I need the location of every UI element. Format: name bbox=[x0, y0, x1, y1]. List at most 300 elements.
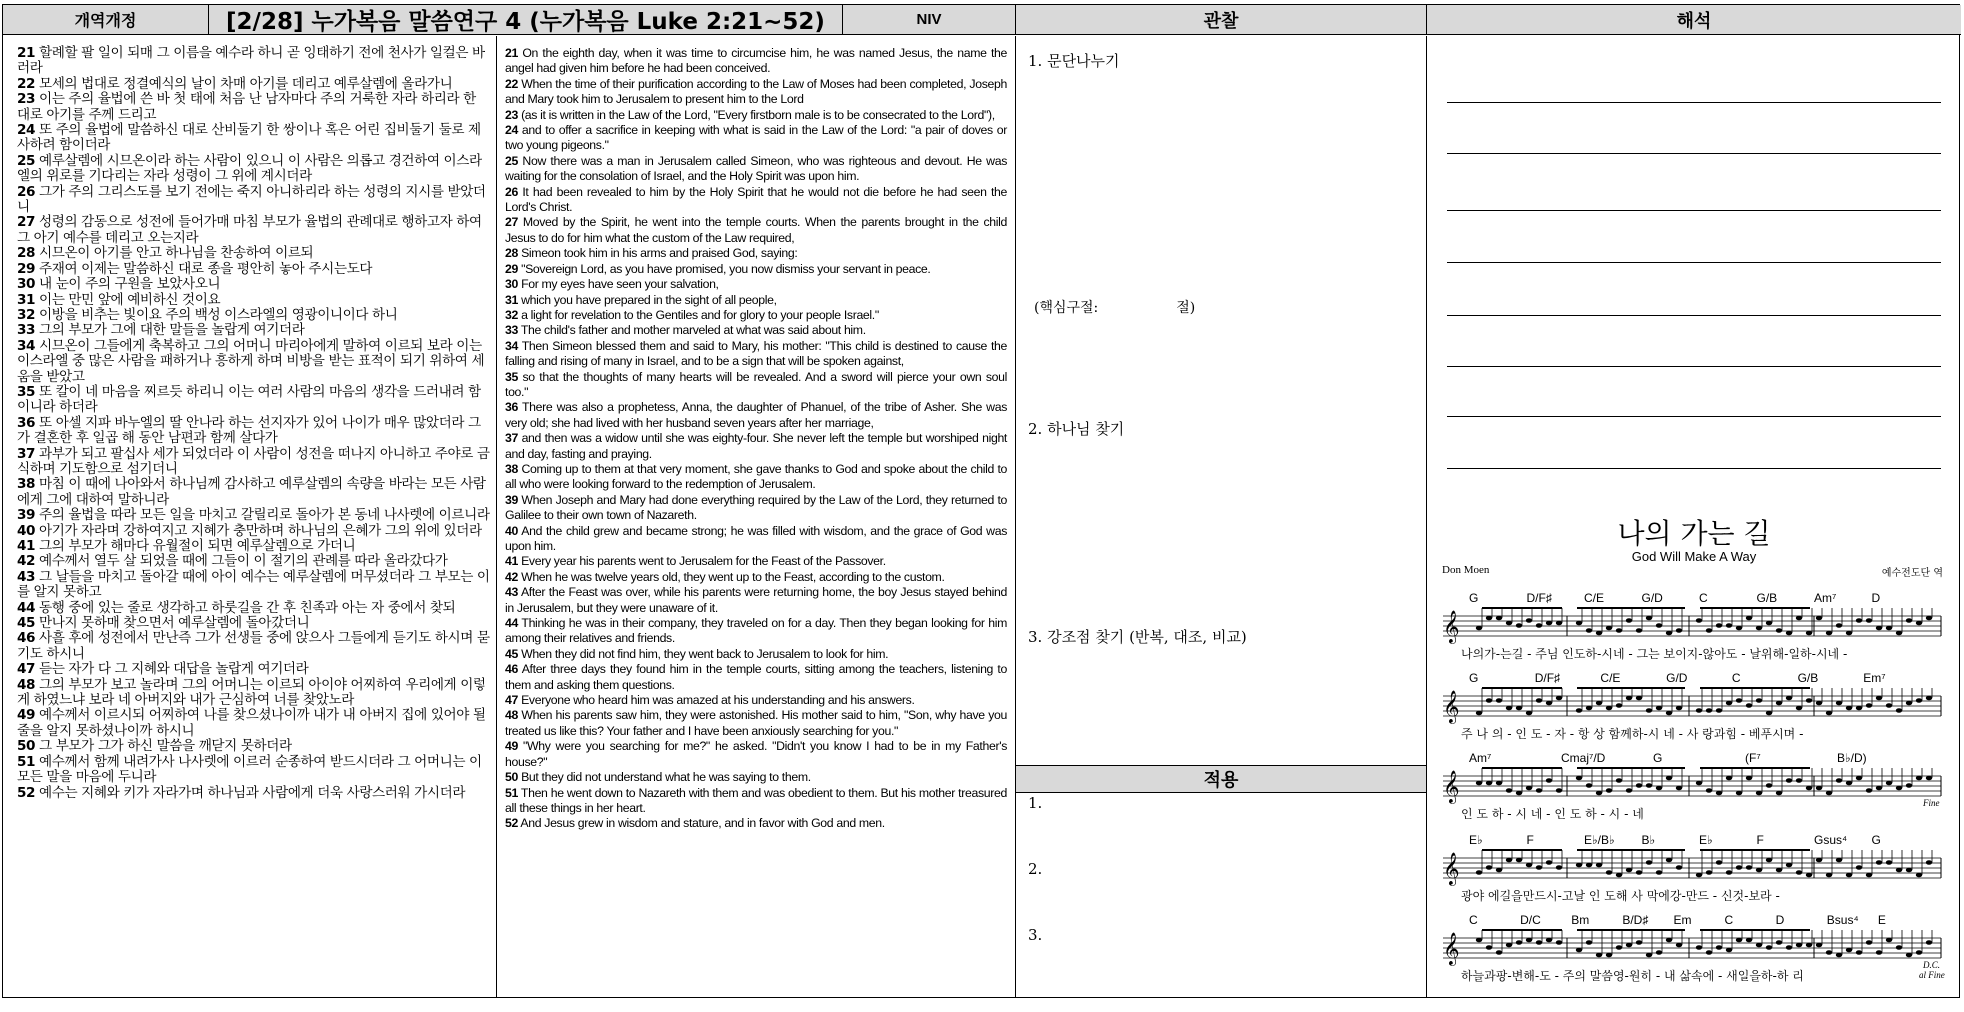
verse-number: 40 bbox=[17, 522, 36, 539]
verse-text: 그의 부모가 보고 놀라며 그의 어머니는 이르되 아이야 어찌하여 우리에게 이렇게 하였느냐 보라 네 아버지와 내가 근심하여 너를 찾았노라 bbox=[17, 676, 486, 709]
chord-symbol: E bbox=[1877, 913, 1886, 927]
note-head bbox=[1596, 791, 1602, 796]
english-verse bbox=[505, 708, 1007, 739]
english-verse bbox=[505, 662, 1007, 693]
note-head bbox=[1796, 870, 1802, 875]
note-head bbox=[1876, 626, 1882, 631]
note-head bbox=[1716, 860, 1722, 865]
note-head bbox=[1896, 945, 1902, 950]
verse-number: 38 bbox=[17, 476, 36, 493]
note-head bbox=[1546, 860, 1552, 865]
note-head bbox=[1526, 786, 1532, 791]
verse-text: 이는 주의 율법에 쓴 바 첫 태에 처음 난 남자마다 주의 거룩한 자라 하리라 한 대로 아기를 주께 드리고 bbox=[17, 91, 476, 123]
note-head bbox=[1506, 621, 1512, 626]
note-head bbox=[1756, 868, 1762, 873]
note-head bbox=[1556, 865, 1562, 870]
verse-number: 44 bbox=[17, 599, 36, 616]
note-head bbox=[1676, 628, 1682, 633]
verse-number: 47 bbox=[17, 661, 36, 678]
note-head bbox=[1906, 868, 1912, 873]
treble-clef-icon: 𝄞 bbox=[1443, 610, 1460, 643]
note-head bbox=[1906, 618, 1912, 623]
observation-header: 관찰 bbox=[1016, 5, 1427, 35]
observation-item-2: 2. 하나님 찾기 bbox=[1028, 420, 1125, 438]
verse-text: 사흘 후에 성전에서 만난즉 그가 선생들 중에 앉으사 그들에게 듣기도 하시며 묻기도 하시니 bbox=[17, 630, 490, 662]
note-head bbox=[1656, 786, 1662, 791]
korean-verse bbox=[17, 570, 490, 601]
english-verse bbox=[505, 308, 1007, 323]
note-head bbox=[1626, 868, 1632, 873]
note-head bbox=[1846, 873, 1852, 878]
english-verse bbox=[505, 647, 1007, 662]
note-head bbox=[1706, 870, 1712, 875]
note-head bbox=[1546, 778, 1552, 783]
note-head bbox=[1516, 706, 1522, 711]
lyric-line: 하늘과팡-변해-도 - 주의 말씀영-원히 - 내 삶속에 - 새일을하-하 리 bbox=[1461, 969, 1804, 983]
note-head bbox=[1646, 953, 1652, 958]
note-head bbox=[1806, 873, 1812, 878]
verse-number: 33 bbox=[17, 322, 36, 339]
writing-line[interactable] bbox=[1447, 366, 1941, 367]
verse-number: 25 bbox=[505, 153, 518, 168]
key-verse-field[interactable] bbox=[1034, 297, 1195, 317]
verse-number: 25 bbox=[17, 152, 36, 169]
note-head bbox=[1766, 621, 1772, 626]
note-head bbox=[1786, 863, 1792, 868]
note-head bbox=[1906, 701, 1912, 706]
note-head bbox=[1666, 938, 1672, 943]
note-head bbox=[1726, 701, 1732, 706]
note-head bbox=[1696, 945, 1702, 950]
note-head bbox=[1576, 776, 1582, 781]
korean-verse bbox=[17, 524, 490, 539]
note-head bbox=[1836, 953, 1842, 958]
note-head bbox=[1666, 776, 1672, 781]
chord-symbol: C/E bbox=[1600, 671, 1621, 685]
writing-line[interactable] bbox=[1447, 416, 1941, 417]
chord-symbol: Cmaj⁷/D bbox=[1561, 751, 1606, 765]
writing-line[interactable] bbox=[1447, 102, 1941, 103]
verse-text: 예수께서 열두 살 되었을 때에 그들이 이 절기의 관례를 따라 올라갔다가 bbox=[39, 553, 448, 570]
chord-symbol: G bbox=[1653, 751, 1663, 765]
chord-symbol: Am⁷ bbox=[1814, 591, 1837, 605]
application-item-3[interactable]: 3. bbox=[1028, 926, 1043, 944]
english-verse bbox=[505, 339, 1007, 370]
note-head bbox=[1806, 786, 1812, 791]
fine-mark: Fine bbox=[1923, 798, 1940, 808]
korean-verse bbox=[17, 154, 490, 185]
note-head bbox=[1646, 616, 1652, 621]
note-head bbox=[1506, 943, 1512, 948]
verse-number: 33 bbox=[505, 323, 518, 338]
note-head bbox=[1576, 708, 1582, 713]
observation-item-3: 3. 강조점 찾기 (반복, 대조, 비교) bbox=[1028, 628, 1247, 646]
verse-text: The child's father and mother marveled at what was said about him. bbox=[520, 323, 866, 338]
note-head bbox=[1906, 783, 1912, 788]
verse-text: a light for revelation to the Gentiles and for glory to your people Israel." bbox=[521, 307, 879, 322]
korean-verse bbox=[17, 554, 490, 569]
note-head bbox=[1736, 626, 1742, 631]
verse-text: 모세의 법대로 정결예식의 날이 차매 아기를 데리고 예루살렘에 올라가니 bbox=[39, 75, 453, 92]
verse-number: 40 bbox=[505, 523, 518, 538]
verse-text: 이는 만민 앞에 예비하신 것이요 bbox=[39, 291, 221, 308]
verse-text: But they did not understand what he was saying to them. bbox=[521, 770, 811, 785]
verse-number: 26 bbox=[505, 184, 518, 199]
note-head bbox=[1756, 791, 1762, 796]
verse-number: 38 bbox=[505, 461, 518, 476]
korean-verse bbox=[17, 277, 490, 292]
verse-number: 52 bbox=[17, 784, 36, 801]
verse-number: 39 bbox=[505, 492, 518, 507]
note-head bbox=[1556, 788, 1562, 793]
note-head bbox=[1746, 938, 1752, 943]
note-head bbox=[1916, 698, 1922, 703]
note-head bbox=[1506, 788, 1512, 793]
treble-clef-icon: 𝄞 bbox=[1443, 770, 1460, 803]
note-head bbox=[1546, 938, 1552, 943]
verse-text: 예루살렘에 시므온이라 하는 사람이 있으니 이 사람은 의롭고 경건하여 이스라엘의 위로를 기다리는 자라 성령이 그 위에 계시더라 bbox=[17, 152, 482, 185]
verse-text: 그의 부모가 해마다 유월절이 되면 예루살렘으로 가더니 bbox=[39, 538, 356, 554]
verse-number: 52 bbox=[505, 816, 518, 831]
verse-number: 43 bbox=[17, 568, 36, 585]
note-head bbox=[1646, 708, 1652, 713]
chord-symbol: D/F♯ bbox=[1534, 671, 1561, 685]
note-head bbox=[1536, 865, 1542, 870]
verse-text: 마침 이 때에 나아와서 하나님께 감사하고 예루살렘의 속량을 바라는 모든 사람에게 그에 대하여 말하니라 bbox=[17, 476, 486, 508]
note-head bbox=[1536, 788, 1542, 793]
note-head bbox=[1726, 870, 1732, 875]
chord-symbol: E♭ bbox=[1699, 833, 1713, 847]
verse-number: 49 bbox=[505, 739, 518, 754]
treble-clef-icon: 𝄞 bbox=[1443, 852, 1460, 885]
chord-symbol: B♭/D) bbox=[1837, 751, 1867, 765]
note-head bbox=[1796, 616, 1802, 621]
note-head bbox=[1846, 631, 1852, 636]
verse-number: 26 bbox=[17, 183, 36, 200]
note-head bbox=[1826, 950, 1832, 955]
verse-number: 27 bbox=[505, 215, 518, 230]
note-head bbox=[1886, 703, 1892, 708]
korean-verse bbox=[17, 755, 490, 786]
verse-number: 51 bbox=[505, 785, 518, 800]
writing-line[interactable] bbox=[1447, 468, 1941, 469]
chord-symbol: F bbox=[1756, 833, 1764, 847]
song-title: 나의 가는 길 bbox=[1617, 517, 1771, 550]
note-head bbox=[1896, 631, 1902, 636]
korean-verse bbox=[17, 631, 490, 662]
english-verse bbox=[505, 262, 1007, 277]
note-head bbox=[1916, 950, 1922, 955]
korean-verse bbox=[17, 123, 490, 154]
note-head bbox=[1476, 781, 1482, 786]
note-head bbox=[1506, 858, 1512, 863]
note-head bbox=[1676, 706, 1682, 711]
english-verse bbox=[505, 154, 1007, 185]
verse-text: For my eyes have seen your salvation, bbox=[521, 277, 719, 292]
application-item-1[interactable]: 1. bbox=[1028, 794, 1043, 812]
note-head bbox=[1626, 943, 1632, 948]
english-verse bbox=[505, 585, 1007, 616]
note-head bbox=[1656, 706, 1662, 711]
english-verse bbox=[505, 185, 1007, 216]
chord-symbol: B♭ bbox=[1641, 833, 1656, 847]
note-head bbox=[1716, 708, 1722, 713]
observation-column bbox=[1016, 36, 1427, 997]
chord-symbol: C bbox=[1724, 913, 1734, 927]
verse-text: Moved by the Spirit, he went into the temple courts. When the parents brought in the child Jesus to do for him what the custom of the Law required, bbox=[505, 215, 1007, 245]
note-head bbox=[1816, 786, 1822, 791]
note-head bbox=[1596, 953, 1602, 958]
note-head bbox=[1866, 873, 1872, 878]
note-head bbox=[1816, 701, 1822, 706]
verse-text: 주재여 이제는 말씀하신 대로 종을 평안히 놓아 주시는도다 bbox=[39, 260, 373, 277]
verse-text: 동행 중에 있는 줄로 생각하고 하룻길을 간 후 친족과 아는 자 중에서 찾되 bbox=[39, 599, 456, 616]
interpretation-header: 해석 bbox=[1427, 5, 1961, 35]
note-head bbox=[1646, 860, 1652, 865]
chord-symbol: Bsus⁴ bbox=[1826, 913, 1859, 927]
note-head bbox=[1576, 863, 1582, 868]
english-verse bbox=[505, 693, 1007, 708]
verse-text: When his parents saw him, they were astonished. His mother said to him, "Son, why have you treated us like this? Your father and I have been anxiously searching for you." bbox=[505, 708, 1007, 738]
note-head bbox=[1606, 788, 1612, 793]
verse-number: 47 bbox=[505, 693, 518, 708]
application-item-2[interactable]: 2. bbox=[1028, 860, 1043, 878]
note-head bbox=[1616, 628, 1622, 633]
note-head bbox=[1916, 776, 1922, 781]
korean-verse bbox=[17, 508, 490, 523]
note-head bbox=[1606, 953, 1612, 958]
note-head bbox=[1866, 618, 1872, 623]
note-head bbox=[1706, 950, 1712, 955]
writing-line[interactable] bbox=[1447, 153, 1941, 154]
verse-text: and to offer a sacrifice in keeping with what is said in the Law of the Lord: "a pair of doves or two young pigeons." bbox=[505, 123, 1007, 153]
verse-number: 24 bbox=[505, 123, 518, 138]
verse-number: 24 bbox=[17, 122, 36, 139]
english-verse bbox=[505, 816, 1007, 831]
verse-text: "Sovereign Lord, as you have promised, you now dismiss your servant in peace. bbox=[521, 261, 931, 276]
writing-line[interactable] bbox=[1447, 315, 1941, 316]
note-head bbox=[1516, 940, 1522, 945]
note-head bbox=[1476, 870, 1482, 875]
verse-number: 30 bbox=[505, 277, 518, 292]
note-head bbox=[1916, 621, 1922, 626]
verse-text: 주의 율법을 따라 모든 일을 마치고 갈릴리로 돌아가 본 동네 나사렛에 이르니라 bbox=[39, 507, 490, 524]
verse-text: It had been revealed to him by the Holy Spirit that he would not die before he had seen the Lord's Christ. bbox=[505, 184, 1007, 215]
lyric-line: 나의가-는길 - 주님 인도하-시네 - 그는 보이지-않아도 - 날위해-일하-시네 - bbox=[1461, 647, 1848, 661]
note-head bbox=[1496, 781, 1502, 786]
verse-number: 29 bbox=[505, 261, 518, 276]
note-head bbox=[1736, 865, 1742, 870]
writing-line[interactable] bbox=[1447, 210, 1941, 211]
verse-text: 시므온이 아기를 안고 하나님을 찬송하여 이르되 bbox=[39, 245, 314, 262]
chord-symbol: G bbox=[1469, 591, 1479, 605]
note-head bbox=[1596, 863, 1602, 868]
note-head bbox=[1486, 865, 1492, 870]
verse-text: 예수께서 함께 내려가사 나사렛에 이르러 순종하여 받드시더라 그 어머니는 이 모든 말을 마음에 두니라 bbox=[17, 753, 482, 786]
note-head bbox=[1586, 628, 1592, 633]
note-head bbox=[1616, 703, 1622, 708]
note-head bbox=[1926, 616, 1932, 621]
note-head bbox=[1636, 940, 1642, 945]
note-head bbox=[1736, 938, 1742, 943]
note-head bbox=[1846, 948, 1852, 953]
verse-number: 41 bbox=[505, 554, 518, 569]
english-verse bbox=[505, 462, 1007, 493]
verse-text: 내 눈이 주의 구원을 보았사오니 bbox=[39, 276, 221, 293]
note-head bbox=[1556, 696, 1562, 701]
note-head bbox=[1716, 945, 1722, 950]
note-head bbox=[1796, 943, 1802, 948]
note-head bbox=[1746, 865, 1752, 870]
chord-symbol: E♭/B♭ bbox=[1584, 833, 1615, 847]
english-verse bbox=[505, 431, 1007, 462]
note-head bbox=[1896, 868, 1902, 873]
korean-verse bbox=[17, 246, 490, 261]
note-head bbox=[1666, 858, 1672, 863]
note-head bbox=[1746, 703, 1752, 708]
note-head bbox=[1556, 940, 1562, 945]
english-verse bbox=[505, 46, 1007, 77]
note-head bbox=[1476, 626, 1482, 631]
note-head bbox=[1876, 860, 1882, 865]
verse-number: 32 bbox=[17, 306, 36, 323]
verse-number: 37 bbox=[17, 445, 36, 462]
note-head bbox=[1856, 950, 1862, 955]
note-head bbox=[1626, 788, 1632, 793]
verse-text: 또 아셀 지파 바누엘의 딸 안나라 하는 선지자가 있어 나이가 매우 많았더라 그가 결혼한 후 일곱 해 동안 남편과 함께 살다가 bbox=[17, 414, 481, 447]
chord-symbol: F bbox=[1526, 833, 1534, 847]
note-head bbox=[1886, 860, 1892, 865]
writing-line[interactable] bbox=[1447, 262, 1941, 263]
note-head bbox=[1776, 868, 1782, 873]
note-head bbox=[1756, 626, 1762, 631]
english-verse bbox=[505, 123, 1007, 154]
note-head bbox=[1486, 781, 1492, 786]
chord-symbol: E♭ bbox=[1469, 833, 1483, 847]
chord-symbol: D bbox=[1871, 591, 1881, 605]
korean-verse bbox=[17, 678, 490, 709]
verse-number: 45 bbox=[505, 646, 518, 661]
note-head bbox=[1856, 706, 1862, 711]
verse-text: 듣는 자가 다 그 지혜와 대답을 놀랍게 여기더라 bbox=[39, 661, 309, 678]
verse-number: 21 bbox=[17, 45, 36, 61]
note-head bbox=[1886, 781, 1892, 786]
korean-verse bbox=[17, 92, 490, 123]
note-head bbox=[1706, 708, 1712, 713]
chord-symbol: D/C bbox=[1520, 913, 1541, 927]
korean-verse bbox=[17, 786, 490, 801]
verse-text: 그가 주의 그리스도를 보기 전에는 죽지 아니하리라 하는 성령의 지시를 받았더니 bbox=[17, 183, 486, 216]
chord-symbol: D bbox=[1775, 913, 1785, 927]
verse-number: 31 bbox=[17, 291, 36, 308]
note-head bbox=[1526, 618, 1532, 623]
korean-verse bbox=[17, 416, 490, 447]
treble-clef-icon: 𝄞 bbox=[1443, 690, 1460, 723]
note-head bbox=[1876, 696, 1882, 701]
song-subtitle: God Will Make A Way bbox=[1631, 549, 1757, 564]
note-head bbox=[1666, 711, 1672, 716]
note-head bbox=[1726, 623, 1732, 628]
note-head bbox=[1786, 945, 1792, 950]
note-head bbox=[1536, 623, 1542, 628]
note-head bbox=[1836, 858, 1842, 863]
note-head bbox=[1836, 778, 1842, 783]
verse-number: 29 bbox=[17, 260, 36, 277]
verse-number: 51 bbox=[17, 753, 36, 770]
verse-text: 할례할 팔 일이 되매 그 이름을 예수라 하니 곧 잉태하기 전에 천사가 일컬은 바러라 bbox=[17, 45, 485, 77]
verse-number: 42 bbox=[505, 569, 518, 584]
note-head bbox=[1816, 616, 1822, 621]
note-head bbox=[1926, 940, 1932, 945]
verse-text: 예수께서 이르시되 어찌하여 나를 찾으셨나이까 내가 내 아버지 집에 있어야 될 줄을 알지 못하셨나이까 하시니 bbox=[17, 707, 486, 739]
note-head bbox=[1916, 873, 1922, 878]
verse-text: 또 칼이 네 마음을 찌르듯 하리니 이는 여러 사람의 마음의 생각을 드러내려 함이니라 하더라 bbox=[17, 383, 481, 416]
note-head bbox=[1626, 618, 1632, 623]
note-head bbox=[1526, 711, 1532, 716]
note-head bbox=[1676, 786, 1682, 791]
note-head bbox=[1816, 943, 1822, 948]
niv-header: NIV bbox=[843, 5, 1016, 35]
english-verse bbox=[505, 293, 1007, 308]
korean-verse bbox=[17, 46, 490, 77]
verse-text: Now there was a man in Jerusalem called Simeon, who was righteous and devout. He was waiting for the consolation of Israel, and the Holy Spirit was upon him. bbox=[505, 153, 1007, 184]
korean-verse bbox=[17, 739, 490, 754]
note-head bbox=[1496, 616, 1502, 621]
note-head bbox=[1736, 698, 1742, 703]
note-head bbox=[1656, 870, 1662, 875]
english-verse bbox=[505, 786, 1007, 817]
verse-text: 또 주의 율법에 말씀하신 대로 산비둘기 한 쌍이나 혹은 어린 집비둘기 둘로 제사하려 함이더라 bbox=[17, 122, 481, 154]
verse-text: When Joseph and Mary had done everything required by the Law of the Lord, they returned to Galilee to their own town of Nazareth. bbox=[505, 492, 1007, 523]
verse-number: 45 bbox=[17, 615, 36, 632]
note-head bbox=[1846, 706, 1852, 711]
note-head bbox=[1806, 943, 1812, 948]
verse-text: 시므온이 그들에게 축복하고 그의 어머니 마리아에게 말하여 이르되 보라 이는 이스라엘 중 많은 사람을 패하거나 흥하게 하며 비방을 받는 표적이 되기 위하여 세움을 받았고 bbox=[17, 337, 485, 385]
korean-verse bbox=[17, 262, 490, 277]
chord-symbol: C/E bbox=[1584, 591, 1605, 605]
english-verse bbox=[505, 370, 1007, 401]
note-head bbox=[1526, 863, 1532, 868]
korean-text-column bbox=[3, 36, 497, 997]
verse-number: 30 bbox=[17, 276, 36, 293]
verse-number: 23 bbox=[17, 91, 36, 108]
korean-verse bbox=[17, 185, 490, 216]
note-head bbox=[1766, 858, 1772, 863]
study-sheet bbox=[2, 4, 1960, 998]
note-head bbox=[1806, 698, 1812, 703]
note-head bbox=[1836, 701, 1842, 706]
korean-verse bbox=[17, 385, 490, 416]
korean-verse bbox=[17, 447, 490, 478]
note-head bbox=[1926, 696, 1932, 701]
verse-number: 46 bbox=[17, 630, 36, 647]
chord-symbol: B/D♯ bbox=[1622, 913, 1649, 927]
verse-number: 34 bbox=[505, 338, 518, 353]
verse-number: 21 bbox=[505, 46, 518, 60]
note-head bbox=[1826, 873, 1832, 878]
verse-number: 23 bbox=[505, 107, 518, 122]
note-head bbox=[1816, 858, 1822, 863]
verse-text: On the eighth day, when it was time to circumcise him, he was named Jesus, the name the angel had given him before he had been conceived. bbox=[505, 46, 1007, 76]
note-head bbox=[1576, 621, 1582, 626]
chord-symbol: (F⁷ bbox=[1745, 751, 1761, 765]
note-head bbox=[1766, 711, 1772, 716]
note-head bbox=[1496, 868, 1502, 873]
english-verse bbox=[505, 554, 1007, 569]
note-head bbox=[1666, 631, 1672, 636]
note-head bbox=[1786, 631, 1792, 636]
verse-text: 이방을 비추는 빛이요 주의 백성 이스라엘의 영광이니이다 하니 bbox=[39, 306, 398, 323]
